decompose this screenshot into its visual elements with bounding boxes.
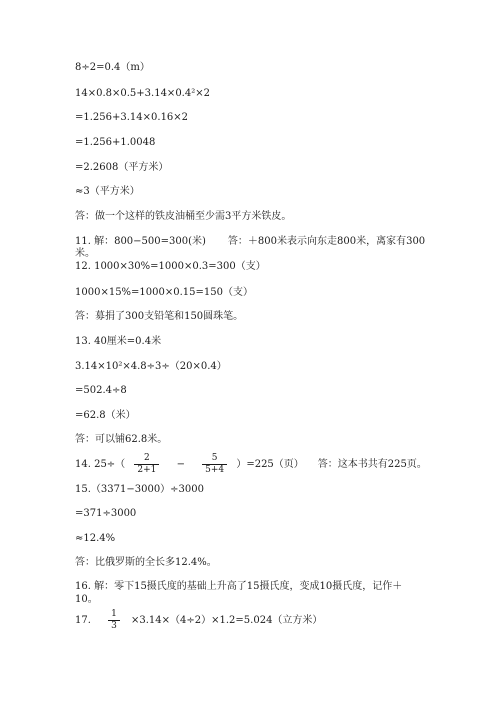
- line-area-step2: =1.256+1.0048: [75, 137, 156, 148]
- line-area-step1: =1.256+3.14×0.16×2: [75, 112, 189, 123]
- q16-line-2: 10。: [75, 594, 98, 605]
- q15-answer: 答：比俄罗斯的全长多12.4%。: [75, 557, 217, 568]
- q13-conversion: 13. 40厘米=0.4米: [75, 336, 162, 347]
- q15-expression: 15.（3371−3000）÷3000: [75, 484, 205, 495]
- q17-fraction: [108, 609, 120, 632]
- q14-fraction-2: [202, 453, 227, 476]
- line-8div2: 8÷2=0.4（m）: [75, 62, 150, 73]
- q14-minus: −: [176, 459, 185, 470]
- q12-calc-2: 1000×15%=1000×0.15=150（支）: [75, 287, 253, 298]
- q11-line: [75, 236, 425, 248]
- q17-frac-numerator: 1: [111, 609, 117, 619]
- q17-prefix: 17.: [75, 615, 91, 626]
- q14-fraction-1: [134, 453, 159, 476]
- q12-answer: 答：募捐了300支铅笔和150圆珠笔。: [75, 311, 244, 322]
- q12-calc-1: 12. 1000×30%=1000×0.3=300（支）: [75, 261, 266, 272]
- q14-answer: 答：这本书共有225页。: [317, 459, 427, 470]
- line-area-result: =2.2608（平方米）: [75, 162, 169, 173]
- q16-line-1: 16. 解：零下15摄氏度的基础上升高了15摄氏度，变成10摄氏度，记作＋: [75, 581, 403, 592]
- q11-calc: 11. 解：800−500=300(米): [75, 236, 206, 247]
- line-area-approx: ≈3（平方米）: [75, 186, 140, 197]
- q14-prefix: 14. 25÷（: [75, 459, 126, 470]
- q17-line: [75, 609, 322, 633]
- q15-step: =371÷3000: [75, 508, 137, 519]
- q14-frac2-numerator: 5: [211, 453, 218, 463]
- q14-line: [75, 453, 427, 477]
- q11-answer: 答：＋800米表示向东走800米，离家有300: [227, 236, 426, 247]
- q14-frac2-denominator: 5+4: [202, 464, 227, 476]
- q17-rest: ×3.14×（4÷2）×1.2=5.024（立方米）: [131, 615, 323, 626]
- q15-approx: ≈12.4%: [75, 533, 116, 544]
- q11-answer-cont: 米。: [75, 248, 95, 259]
- q13-step: =502.4÷8: [75, 385, 127, 396]
- line-area-expression: 14×0.8×0.5+3.14×0.4²×2: [75, 88, 210, 99]
- line-area-answer: 答：做一个这样的铁皮油桶至少需3平方米铁皮。: [75, 211, 292, 222]
- q17-frac-denominator: 3: [108, 620, 120, 632]
- q13-result: =62.8（米）: [75, 410, 136, 421]
- q13-expression: 3.14×10²×4.8÷3÷（20×0.4）: [75, 361, 227, 372]
- q14-frac1-denominator: 2+1: [134, 464, 159, 476]
- q13-answer: 答：可以铺62.8米。: [75, 434, 168, 445]
- q14-suffix: ）=225（页）: [236, 459, 304, 470]
- q14-frac1-numerator: 2: [144, 453, 150, 463]
